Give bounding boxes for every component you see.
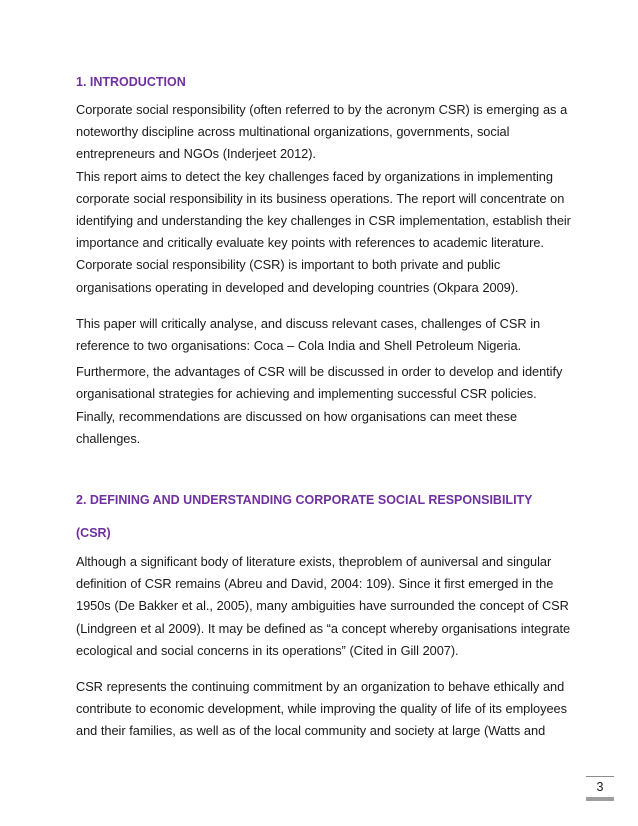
section-heading-introduction: 1. INTRODUCTION: [76, 75, 186, 89]
spacer: [76, 543, 576, 551]
section-heading-csr: [76, 490, 576, 510]
page-number: 3: [596, 780, 604, 794]
page-content: [76, 72, 576, 743]
footer-rule-top: [586, 776, 614, 777]
spacer: [76, 299, 576, 313]
paragraph: Corporate social responsibility (often referred to by the acronym CSR) is emerging as a noteworthy discipline across multinational organizations, governments, social entrepreneurs and NGOs (Inderjeet 2012).: [76, 102, 568, 162]
paragraph: Corporate social responsibility (CSR) is important to both private and public organisations operating in developed and developing countries (Okpara 2009).: [76, 257, 519, 295]
paragraph: This paper will critically analyse, and discuss relevant cases, challenges of CSR in reference to two organisations: Coca – Cola India and Shell Petroleum Nigeria.: [76, 315, 541, 354]
paragraph: Finally, recommendations are discussed on how organisations can meet these challenges.: [76, 408, 518, 446]
spacer: [76, 450, 576, 490]
paragraph: Although a significant body of literature exists, theproblem of auniversal and singular definition of CSR remains (Abreu and David, 2004: 109). Since it first emerged in the 1950s (De Bakker et al., 2005), many ambiguities have surrounded the concept of CSR (Lindgreen et al 2009). It may be defined as “a concept whereby organisations integrate ecological and social concerns in its operations” (Cited in Gill 2007).: [76, 554, 571, 658]
footer-rule-bottom: [586, 797, 614, 801]
spacer: [76, 662, 576, 676]
paragraph: This report aims to detect the key challenges faced by organizations in implementing corporate social responsibility in its business operations. The report will concentrate on identifying and understanding the key challenges in CSR implementation, establish their importance and critically evaluate key points with references to academic literature.: [76, 168, 571, 251]
section-heading-csr-line1: 2. DEFINING AND UNDERSTANDING CORPORATE SOCIAL RESPONSIBILITY: [76, 493, 533, 508]
spacer: [76, 510, 576, 523]
section-heading-csr-line2: (CSR): [76, 526, 111, 541]
paragraph: Furthermore, the advantages of CSR will be discussed in order to develop and identify organisational strategies for achieving and implementing successful CSR policies.: [76, 364, 563, 402]
paragraph: CSR represents the continuing commitment by an organization to behave ethically and contribute to economic development, while improving the quality of life of its employees and their families, as well as of the local community and society at large (Watts and: [76, 679, 567, 739]
